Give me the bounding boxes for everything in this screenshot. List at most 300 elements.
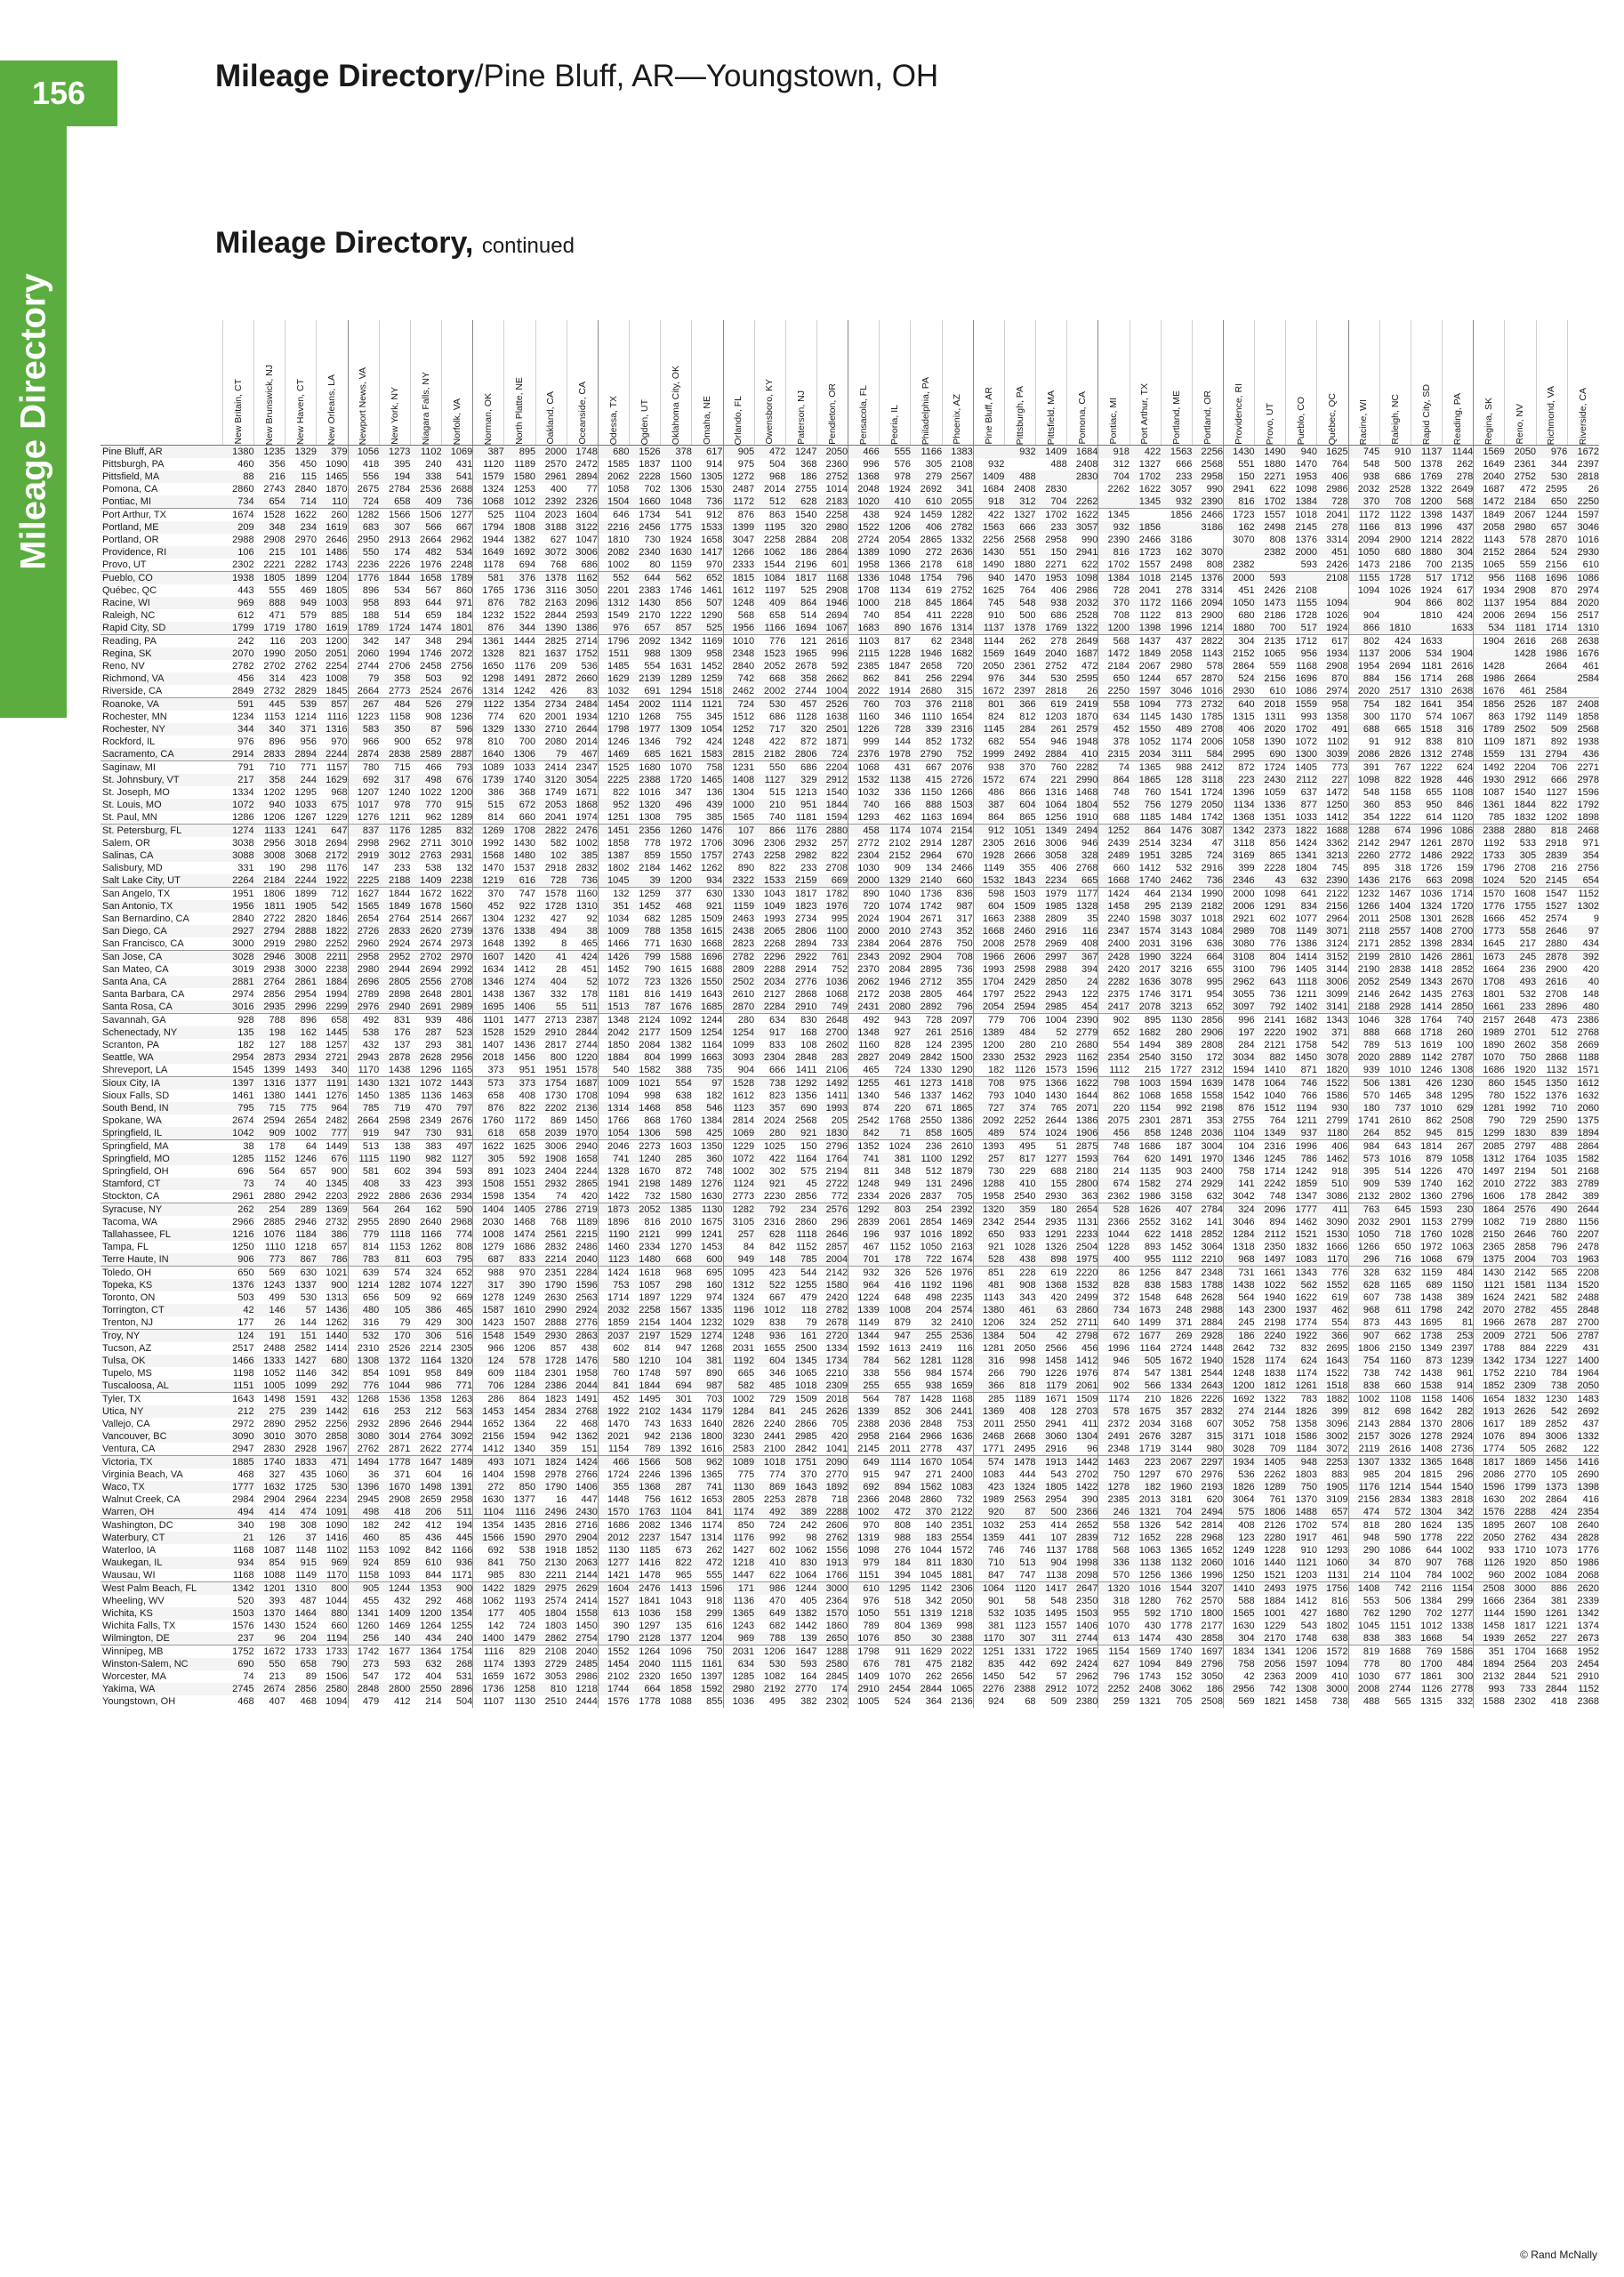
mileage-cell: 602 — [394, 1165, 411, 1177]
table-row — [100, 937, 1599, 951]
mileage-cell: 1824 — [535, 1456, 567, 1469]
mileage-cell: 144 — [300, 1316, 317, 1328]
mileage-cell: 1409 — [410, 874, 441, 888]
mileage-cell: 1409 — [973, 471, 1004, 483]
column-header-label: Newport News, VA — [358, 366, 369, 445]
table-row — [100, 1544, 1599, 1557]
mileage-cell: 452 — [473, 900, 504, 913]
mileage-cell: 1030 — [848, 862, 880, 874]
mileage-cell: 2564 — [1505, 1658, 1536, 1670]
mileage-cell: 2552 — [1138, 1216, 1162, 1227]
mileage-cell: 1092 — [388, 1544, 411, 1556]
table-row — [100, 1279, 1599, 1291]
mileage-cell: 1369 — [973, 1405, 1004, 1418]
mileage-cell: 422 — [768, 736, 786, 747]
mileage-cell: 1864 — [942, 597, 973, 609]
table-row — [100, 1026, 1599, 1039]
page-title — [215, 59, 938, 94]
mileage-cell: 116 — [1067, 925, 1098, 937]
mileage-cell: 1168 — [1505, 572, 1536, 585]
mileage-cell: 3080 — [1224, 937, 1255, 951]
mileage-cell: 452 — [1098, 723, 1130, 736]
mileage-cell: 187 — [1161, 1140, 1192, 1154]
mileage-cell: 1324 — [1411, 900, 1442, 913]
mileage-cell: 461 — [1317, 1532, 1348, 1544]
mileage-cell: 1256 — [1130, 1267, 1161, 1280]
mileage-cell: 1725 — [285, 1481, 317, 1493]
mileage-cell: 1291 — [1255, 900, 1286, 913]
mileage-cell: 434 — [1582, 937, 1599, 949]
mileage-cell: 2009 — [1295, 1670, 1317, 1682]
mileage-cell: 601 — [831, 559, 848, 570]
mileage-cell: 1436 — [1348, 874, 1379, 888]
mileage-cell: 1255 — [785, 1279, 816, 1291]
mileage-cell: 710 — [254, 761, 285, 775]
mileage-cell: 676 — [317, 1153, 348, 1165]
mileage-cell: 2030 — [473, 1216, 504, 1228]
mileage-cell: 1782 — [816, 888, 848, 901]
mileage-cell: 1622 — [285, 509, 317, 522]
mileage-cell: 2800 — [379, 1683, 410, 1695]
mileage-cell: 1538 — [1411, 1380, 1442, 1393]
mileage-cell: 1018 — [1130, 572, 1161, 585]
mileage-cell: 1184 — [1296, 1443, 1317, 1454]
table-row — [100, 1645, 1599, 1659]
mileage-cell: 524 — [1224, 672, 1255, 685]
mileage-cell: 1202 — [263, 786, 285, 798]
mileage-cell: 1277 — [1036, 1153, 1067, 1165]
mileage-cell: 1899 — [285, 888, 317, 901]
mileage-cell: 1222 — [670, 609, 692, 621]
mileage-cell: 468 — [455, 1595, 473, 1606]
mileage-cell: 1719 — [254, 622, 285, 635]
mileage-cell: 1630 — [1224, 1620, 1255, 1632]
mileage-cell: 667 — [768, 1291, 786, 1303]
mileage-cell: 1112 — [1098, 1064, 1130, 1077]
table-row — [100, 1064, 1599, 1077]
mileage-cell: 2752 — [1505, 471, 1536, 483]
row-city: San Angelo, TX — [100, 888, 223, 901]
mileage-cell: 1537 — [513, 862, 536, 873]
mileage-cell — [1505, 660, 1536, 672]
mileage-cell: 26 — [274, 1316, 285, 1328]
mileage-cell: 2602 — [1514, 1039, 1537, 1050]
mileage-cell: 1908 — [535, 1153, 567, 1165]
mileage-cell: 1821 — [1264, 1695, 1286, 1707]
mileage-cell: 692 — [348, 774, 379, 786]
mileage-cell: 1913 — [1474, 1405, 1505, 1418]
mileage-cell: 1127 — [1546, 786, 1568, 798]
mileage-cell: 2376 — [848, 748, 880, 761]
mileage-cell: 1248 — [1161, 1127, 1192, 1140]
mileage-cell: 1527 — [1536, 900, 1567, 913]
mileage-cell: 2034 — [1138, 1418, 1162, 1429]
mileage-cell: 1622 — [1138, 483, 1162, 495]
mileage-cell: 1629 — [598, 672, 629, 685]
mileage-cell: 2004 — [1505, 1253, 1536, 1267]
mileage-cell: 1049 — [754, 900, 785, 913]
mileage-cell: 771 — [442, 1380, 473, 1393]
row-city: Walnut Creek, CA — [102, 1493, 181, 1505]
mileage-cell: 1525 — [598, 761, 629, 775]
mileage-cell: 472 — [692, 1557, 723, 1569]
mileage-cell: 1122 — [1379, 509, 1411, 522]
mileage-cell: 530 — [754, 698, 785, 712]
mileage-cell: 2782 — [232, 660, 254, 672]
mileage-cell: 1408 — [1348, 1582, 1379, 1596]
mileage-cell: 1309 — [661, 648, 692, 660]
mileage-cell: 150 — [785, 1140, 816, 1154]
mileage-cell: 536 — [1224, 1468, 1255, 1481]
mileage-cell: 124 — [473, 1355, 504, 1367]
mileage-cell: 342 — [1443, 1506, 1474, 1519]
mileage-cell: 2385 — [848, 660, 880, 672]
mileage-cell: 445 — [254, 698, 285, 712]
mileage-cell: 1086 — [1443, 825, 1474, 838]
mileage-cell: 2782 — [1505, 1304, 1536, 1316]
mileage-cell: 2580 — [816, 1658, 848, 1670]
mileage-cell: 245 — [1224, 1316, 1255, 1330]
mileage-cell: 3016 — [223, 1001, 254, 1014]
mileage-cell: 245 — [1505, 951, 1536, 964]
mileage-cell: 649 — [754, 1607, 785, 1620]
mileage-cell: 708 — [1255, 925, 1286, 937]
mileage-cell: 1416 — [317, 1532, 348, 1544]
mileage-cell: 1376 — [1295, 534, 1317, 545]
mileage-cell: 746 — [1286, 1077, 1317, 1090]
mileage-cell: 1906 — [1067, 1127, 1098, 1140]
mileage-cell: 776 — [1317, 1267, 1348, 1280]
mileage-cell: 1776 — [348, 572, 379, 585]
mileage-cell: 1050 — [848, 1607, 880, 1620]
mileage-cell: 763 — [1348, 1203, 1379, 1217]
mileage-cell: 80 — [1379, 1658, 1411, 1670]
mileage-cell: 1495 — [1036, 1607, 1067, 1620]
mileage-cell: 2860 — [1067, 1304, 1098, 1316]
mileage-cell: 2496 — [942, 1178, 973, 1190]
mileage-cell: 3090 — [1326, 1216, 1348, 1227]
mileage-cell: 1512 — [723, 711, 754, 723]
mileage-cell: 2884 — [1036, 748, 1067, 761]
table-row — [100, 888, 1599, 901]
mileage-cell: 921 — [785, 1127, 816, 1140]
mileage-cell: 2956 — [442, 1051, 473, 1064]
mileage-cell: 760 — [1144, 786, 1162, 798]
mileage-cell: 1166 — [1161, 597, 1192, 609]
mileage-cell: 1814 — [1411, 1140, 1442, 1154]
mileage-cell: 1020 — [848, 495, 880, 509]
mileage-cell: 1200 — [410, 1607, 441, 1620]
mileage-cell: 2664 — [420, 534, 442, 545]
mileage-cell: 1124 — [723, 1178, 754, 1190]
mileage-cell: 3080 — [348, 1430, 379, 1443]
mileage-cell: 385 — [706, 811, 723, 823]
mileage-cell: 2159 — [785, 874, 816, 888]
row-city: Springfield, IL — [100, 1127, 223, 1140]
mileage-cell: 2871 — [388, 1443, 411, 1454]
mileage-cell: 122 — [1081, 988, 1098, 1000]
mileage-cell: 2762 — [294, 660, 317, 672]
mileage-cell: 105 — [1550, 1468, 1568, 1480]
mileage-cell: 2643 — [1192, 1380, 1223, 1393]
mileage-cell: 1849 — [1130, 648, 1161, 660]
mileage-cell: 1285 — [723, 1670, 754, 1683]
row-city: San Mateo, CA — [102, 963, 169, 975]
mileage-cell: 747 — [504, 888, 535, 901]
mileage-cell: 371 — [285, 723, 317, 736]
mileage-cell: 1010 — [1388, 1064, 1411, 1075]
mileage-cell: 1616 — [701, 1443, 723, 1454]
mileage-cell: 452 — [1519, 913, 1537, 924]
mileage-cell: 1612 — [723, 584, 754, 597]
mileage-cell: 1951 — [223, 888, 254, 901]
mileage-cell: 405 — [800, 1595, 817, 1606]
mileage-cell: 1940 — [1264, 1291, 1286, 1303]
mileage-cell: 1369 — [920, 1620, 943, 1631]
mileage-cell: 804 — [1255, 951, 1286, 964]
mileage-cell: 1086 — [1295, 685, 1317, 696]
table-row — [100, 609, 1599, 622]
mileage-cell: 2502 — [723, 976, 754, 988]
mileage-cell: 1858 — [598, 837, 629, 849]
mileage-cell: 146 — [254, 1304, 285, 1316]
mileage-cell: 1630 — [473, 1493, 504, 1506]
mileage-cell: 1272 — [723, 471, 754, 483]
mileage-cell: 749 — [816, 1001, 848, 1014]
mileage-cell: 524 — [894, 1695, 911, 1707]
mileage-cell: 3078 — [1161, 976, 1192, 988]
mileage-cell: 1810 — [1420, 609, 1443, 621]
mileage-cell: 118 — [785, 1304, 816, 1316]
mileage-cell: 1608 — [1505, 888, 1536, 901]
mileage-cell: 792 — [1255, 1001, 1286, 1014]
mileage-cell: 1058 — [1443, 1153, 1474, 1165]
mileage-cell: 1412 — [1295, 1595, 1317, 1606]
mileage-cell: 660 — [1379, 1380, 1411, 1393]
mileage-cell: 498 — [348, 1506, 379, 1519]
mileage-cell: 874 — [1098, 1367, 1130, 1380]
mileage-cell: 1861 — [1420, 1670, 1443, 1682]
mileage-cell: 816 — [1224, 495, 1255, 509]
mileage-cell: 1201 — [254, 1582, 285, 1596]
row-city: Rapid City, SD — [100, 622, 223, 635]
mileage-cell: 1104 — [504, 509, 535, 522]
mileage-cell: 2772 — [848, 837, 880, 849]
mileage-cell: 2067 — [1161, 1456, 1192, 1469]
section-title-continued: continued — [481, 234, 575, 258]
mileage-cell: 609 — [473, 1367, 504, 1380]
mileage-cell: 186 — [1192, 1683, 1223, 1695]
mileage-cell: 2980 — [816, 521, 848, 534]
row-city: Sioux City, IA — [100, 1077, 223, 1090]
mileage-cell: 2020 — [1348, 685, 1379, 698]
mileage-cell: 2894 — [285, 748, 317, 761]
mileage-cell: 2526 — [816, 698, 848, 712]
mileage-cell: 1009 — [598, 1077, 629, 1090]
mileage-cell: 2258 — [763, 534, 786, 545]
mileage-cell: 255 — [911, 1330, 942, 1343]
mileage-cell: 2252 — [326, 937, 348, 949]
mileage-cell: 2823 — [723, 937, 754, 951]
mileage-cell: 407 — [269, 1695, 285, 1707]
mileage-cell: 484 — [379, 698, 410, 712]
mileage-cell: 2826 — [723, 1418, 754, 1430]
mileage-cell: 178 — [254, 1140, 285, 1154]
mileage-cell: 158 — [661, 1607, 692, 1620]
mileage-cell: 2886 — [388, 1190, 411, 1202]
mileage-cell: 2390 — [1098, 534, 1130, 546]
mileage-cell: 318 — [1098, 1595, 1130, 1607]
mileage-cell: 437 — [1443, 521, 1474, 534]
mileage-cell: 1159 — [723, 900, 754, 913]
row-city: Pittsburgh, PA — [102, 458, 165, 470]
mileage-cell: 859 — [379, 1557, 410, 1569]
row-city: Scranton, PA — [102, 1039, 159, 1050]
mileage-cell: 1672 — [410, 888, 441, 901]
mileage-cell: 218 — [880, 597, 911, 609]
mileage-cell: 628 — [1348, 1279, 1379, 1291]
mileage-cell: 2784 — [1192, 1203, 1223, 1217]
mileage-cell: 776 — [348, 1380, 379, 1393]
mileage-cell: 750 — [1098, 1468, 1130, 1481]
mileage-cell: 1833 — [285, 1456, 317, 1469]
mileage-cell: 2526 — [1505, 698, 1536, 712]
mileage-cell: 911 — [880, 1645, 911, 1659]
mileage-cell: 3028 — [1224, 1443, 1255, 1456]
mileage-cell: 2910 — [785, 1001, 816, 1014]
mileage-cell: 296 — [1348, 1253, 1379, 1267]
mileage-cell: 2248 — [450, 559, 473, 570]
mileage-cell: 790 — [644, 963, 661, 975]
mileage-cell: 604 — [1004, 799, 1035, 811]
mileage-cell: 2666 — [1004, 849, 1035, 862]
mileage-cell: 57 — [285, 1304, 317, 1316]
mileage-cell: 1696 — [1536, 572, 1567, 585]
mileage-cell: 507 — [692, 597, 723, 609]
mileage-cell: 1188 — [1567, 1051, 1599, 1064]
mileage-cell: 3090 — [223, 1430, 254, 1443]
mileage-cell: 2901 — [1388, 1216, 1411, 1227]
mileage-cell: 1966 — [1474, 1316, 1505, 1330]
mileage-cell: 3004 — [1192, 1140, 1223, 1154]
mileage-cell: 856 — [661, 597, 692, 609]
mileage-cell: 1375 — [1577, 1114, 1599, 1126]
mileage-cell: 2669 — [1577, 1039, 1599, 1050]
mileage-cell: 210 — [1130, 1393, 1161, 1406]
mileage-cell: 1219 — [473, 874, 504, 888]
mileage-cell: 2122 — [942, 1506, 973, 1519]
mileage-cell: 2818 — [1567, 471, 1599, 483]
mileage-cell: 2387 — [567, 1014, 598, 1027]
mileage-cell: 1572 — [951, 1544, 973, 1556]
mileage-cell: 1385 — [661, 1203, 692, 1217]
table-row — [100, 1304, 1599, 1316]
row-city: Pomona, CA — [102, 483, 158, 495]
mileage-cell: 1346 — [639, 736, 661, 747]
mileage-cell: 73 — [223, 1178, 254, 1190]
mileage-cell: 1332 — [1379, 1456, 1411, 1469]
mileage-cell: 1378 — [1004, 622, 1035, 635]
column-header-label: Reno, NV — [1515, 404, 1526, 445]
mileage-cell: 579 — [300, 609, 317, 621]
mileage-cell: 1552 — [1317, 1279, 1348, 1291]
mileage-cell: 422 — [1130, 446, 1161, 459]
mileage-cell: 2204 — [816, 761, 848, 775]
table-row — [100, 597, 1599, 609]
mileage-cell: 1123 — [723, 1102, 754, 1114]
mileage-cell: 206 — [410, 1506, 441, 1519]
mileage-cell: 1022 — [1255, 1279, 1286, 1291]
row-city: San Bernardino, CA — [102, 913, 189, 924]
mileage-cell: 950 — [1411, 799, 1442, 811]
mileage-cell: 918 — [973, 495, 1004, 509]
mileage-cell: 2942 — [294, 1190, 317, 1202]
mileage-cell: 748 — [1098, 1140, 1130, 1154]
mileage-cell: 2276 — [973, 1683, 1004, 1695]
mileage-cell: 1934 — [1224, 1456, 1255, 1469]
mileage-cell: 2466 — [951, 862, 973, 873]
mileage-cell: 882 — [1255, 1051, 1286, 1064]
mileage-cell: 1924 — [888, 483, 911, 495]
mileage-cell: 1294 — [670, 685, 692, 696]
mileage-cell: 1580 — [670, 1190, 692, 1202]
mileage-cell: 1672 — [513, 1670, 536, 1682]
mileage-cell: 1131 — [1326, 1569, 1348, 1581]
mileage-cell: 2890 — [388, 1216, 411, 1227]
mileage-cell: 742 — [1395, 1367, 1411, 1379]
mileage-cell: 1470 — [1004, 572, 1035, 585]
mileage-cell: 279 — [442, 698, 473, 712]
mileage-cell: 532 — [348, 1330, 379, 1343]
mileage-cell: 1990 — [1192, 888, 1223, 901]
mileage-cell: 658 — [379, 495, 410, 509]
mileage-cell: 670 — [942, 849, 973, 862]
mileage-cell: 2595 — [1545, 483, 1568, 495]
mileage-cell: 2561 — [535, 1228, 567, 1241]
mileage-cell: 1830 — [1505, 1127, 1536, 1140]
mileage-cell: 2574 — [1545, 913, 1568, 924]
mileage-cell: 1977 — [630, 723, 661, 736]
mileage-cell: 755 — [675, 711, 692, 722]
mileage-cell: 1879 — [951, 1165, 973, 1177]
mileage-cell: 2995 — [1224, 748, 1255, 761]
mileage-cell: 1881 — [951, 1569, 973, 1581]
mileage-cell: 2720 — [816, 1330, 848, 1343]
mileage-cell: 617 — [692, 446, 723, 459]
mileage-cell: 810 — [473, 736, 504, 748]
row-city: Victoria, TX — [100, 1456, 223, 1469]
mileage-cell: 730 — [410, 1127, 441, 1140]
mileage-cell: 172 — [1192, 1051, 1223, 1064]
mileage-cell: 2444 — [575, 1695, 598, 1707]
mileage-cell: 1399 — [723, 521, 754, 534]
mileage-cell: 1688 — [701, 963, 723, 975]
mileage-cell: 180 — [1036, 1203, 1067, 1217]
mileage-cell: 1362 — [567, 1430, 598, 1443]
mileage-cell: 1052 — [1138, 736, 1162, 747]
mileage-cell: 566 — [410, 521, 441, 534]
mileage-cell: 811 — [911, 1557, 942, 1569]
mileage-cell: 488 — [1004, 471, 1035, 483]
mileage-cell: 2302 — [232, 559, 254, 570]
mileage-cell: 407 — [1161, 1203, 1192, 1217]
mileage-cell: 1702 — [1130, 471, 1161, 483]
mileage-cell: 1074 — [911, 825, 942, 838]
mileage-cell: 1244 — [1536, 509, 1567, 522]
mileage-cell: 456 — [1098, 1127, 1130, 1140]
mileage-cell: 2152 — [1474, 546, 1505, 559]
table-row — [100, 1001, 1599, 1014]
